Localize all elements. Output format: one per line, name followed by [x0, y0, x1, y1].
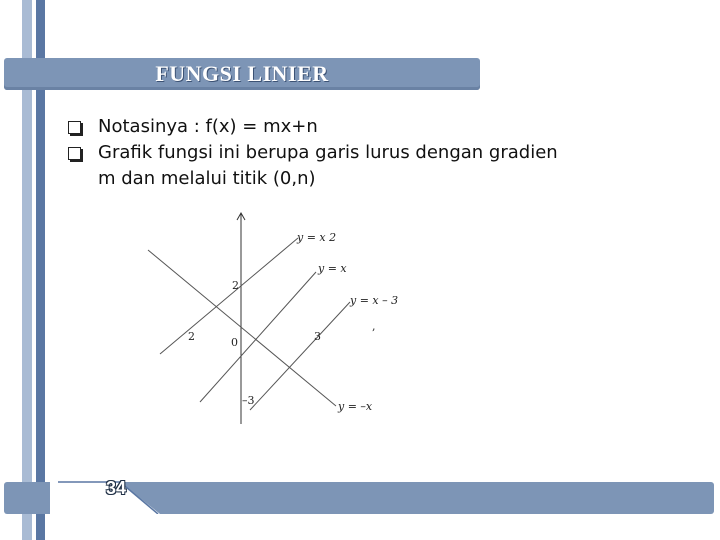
bullet-item [64, 140, 704, 192]
bullet-text-continued: m dan melalui titik (0,n) [98, 168, 316, 189]
bullet-item [64, 114, 704, 140]
label-top-line: y = x 2 [297, 231, 337, 244]
line-y-eq-x [200, 272, 316, 402]
label-neg-line: y = –x [338, 400, 373, 413]
y-tick-label-neg: –3 [242, 394, 255, 407]
linear-functions-graph [140, 210, 420, 430]
origin-label: 0 [231, 336, 238, 349]
checkbox-bullet-icon [68, 147, 81, 160]
line-y-eq-neg-x [148, 250, 336, 406]
bullet-text: Notasinya : f(x) = mx+n [98, 116, 318, 137]
label-mid-line: y = x [318, 262, 347, 275]
stray-mark: , [372, 320, 376, 333]
label-right-line: y = x – 3 [350, 294, 399, 307]
x-tick-label-neg: 2 [188, 330, 195, 343]
line-y-eq-x-plus-2 [160, 238, 298, 354]
slide-title: FUNGSI LINIER [155, 61, 329, 86]
bullet-list [64, 114, 704, 192]
title-bar [4, 58, 480, 90]
bullet-text: Grafik fungsi ini berupa garis lurus dengan gradien [98, 142, 558, 163]
page-number: 34 [105, 478, 127, 498]
line-y-eq-x-minus-3 [250, 302, 350, 410]
checkbox-bullet-icon [68, 121, 81, 134]
y-tick-label-pos: 2 [232, 279, 239, 292]
x-tick-label-pos: 3 [314, 330, 321, 343]
